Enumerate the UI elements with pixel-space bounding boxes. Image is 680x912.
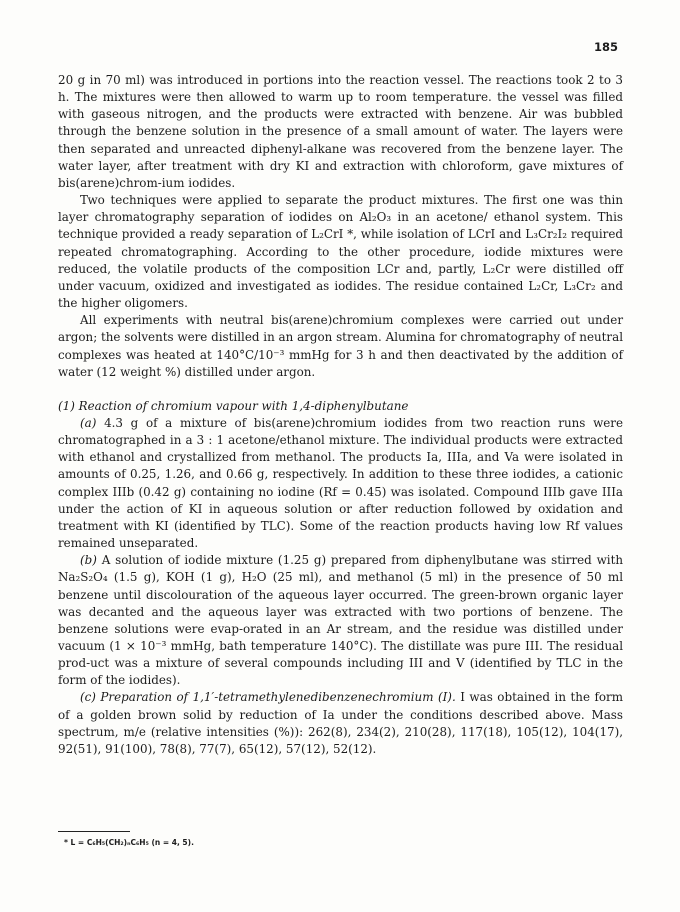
section-heading: (1) Reaction of chromium vapour with 1,4-diphenylbutane [58,398,409,413]
paragraph-c [58,689,623,758]
page-number: 185 [594,40,619,54]
paragraph-c-title: (c) Preparation of 1,1′-tetramethylenedibenzenechromium (I). [80,690,456,705]
footnote-divider [58,831,130,832]
paragraph-b-text: A solution of iodide mixture (1.25 g) prepared from diphenylbutane was stirred with Na₂S₂O₄ (1.5 g), KOH (1 g), H₂O (25 ml), and methanol (5 ml) in the presence of 50 ml benzene until discolouration of the aqueous layer occurred. The green-brown organic layer was decanted and the aqueous layer was extracted with two portions of benzene. The benzene solutions were evap-orated in an Ar stream, and the residue was distilled under vacuum (1 × 10⁻³ mmHg, bath temperature 140°C). The distillate was pure III. The residual prod-uct was a mixture of several compounds including III and V (identified by TLC in the form of the iodides). [58,553,624,688]
paragraph-a-text: 4.3 g of a mixture of bis(arene)chromium iodides from two reaction runs were chromatographed in a 3 : 1 acetone/ethanol mixture. The individual products were extracted with ethanol and crystallized from methanol. The products Ia, IIIa, and Va were isolated in amounts of 0.25, 1.26, and 0.66 g, respectively. In addition to these three iodides, a cationic complex IIIb (0.42 g) containing no iodine (Rf = 0.45) was isolated. Compound IIIb gave IIIa under the action of KI in aqueous solution or after reduction followed by oxidation and treatment with KI (identified by TLC). Some of the reaction products having low Rf values remained unseparated. [58,415,624,551]
paragraph-a-label: (a) [80,415,97,430]
footnote: * L = C₆H₅(CH₂)ₙC₆H₅ (n = 4, 5). [64,838,194,847]
paragraph-b-label: (b) [80,553,97,568]
paragraph-b [58,552,623,689]
paragraph-a [58,415,623,552]
paragraph: Two techniques were applied to separate the product mixtures. The first one was thin layer chromatography separation of iodides on Al₂O₃ in an acetone/ ethanol system. This technique provided a ready separation of L₂CrI *, while isolation of LCrI and L₃Cr₂I₂ required repeated chromatographing. According to the other procedure, iodide mixtures were reduced, the volatile products of the composition LCr and, partly, L₂Cr were distilled off under vacuum, oxidized and investigated as iodides. The residue contained L₂Cr, L₃Cr₂ and the higher oligomers. [58,193,623,311]
paragraph: 20 g in 70 ml) was introduced in portions into the reaction vessel. The reactions took 2 to 3 h. The mixtures were then allowed to warm up to room temperature. the vessel was filled with gaseous nitrogen, and the products were extracted with benzene. Air was bubbled through the benzene solution in the presence of a small amount of water. The layers were then separated and unreacted diphenyl-alkane was recovered from the benzene layer. The water layer, after treatment with dry KI and extraction with chloroform, gave mixtures of bis(arene)chrom-ium iodides. [58,73,623,190]
body-text [58,72,623,758]
paragraph-c-text: I was obtained in the form of a golden brown solid by reduction of Ia under the conditions described above. Mass spectrum, m/e (relative intensities (%)): 262(8), 234(2), 210(28), 117(18), 105(12), 104(17), 92(51), 91(100), 78(8), 77(7), 65(12), 57(12), 52(12). [58,690,623,756]
paragraph: All experiments with neutral bis(arene)chromium complexes were carried out under argon; the solvents were distilled in an argon stream. Alumina for chromatography of neutral complexes was heated at 140°C/10⁻³ mmHg for 3 h and then deactivated by the addition of water (12 weight %) distilled under argon. [58,313,623,379]
